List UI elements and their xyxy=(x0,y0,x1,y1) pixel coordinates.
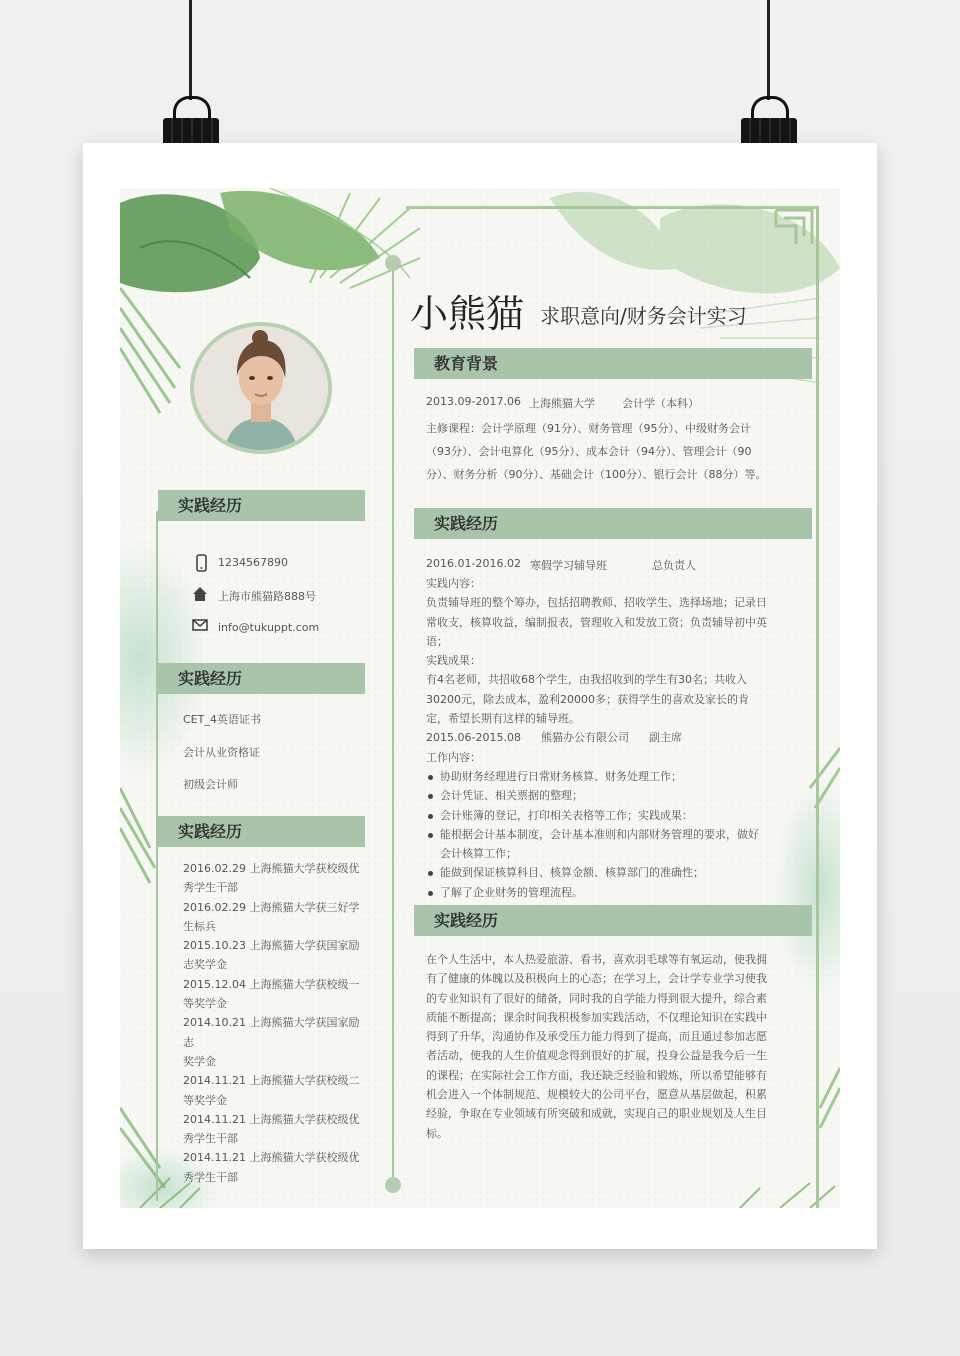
award-line: 秀学生干部 xyxy=(183,1170,238,1184)
list-item: 能根据会计基本制度，会计基本准则和内部财务管理的要求，做好会计核算工作； xyxy=(426,825,768,864)
award-line: 2016.02.29 上海熊猫大学获三好学 xyxy=(183,900,360,914)
job1-result: 有4名老师，共招收68个学生，由我招收到的学生有30名；共收入30200元，除去成本，盈利20000多；获得学生的喜欢及家长的肯定，希望长期有这样的辅导班。 xyxy=(426,673,749,726)
award-line: 等奖学金 xyxy=(183,1093,227,1107)
corner-ornament xyxy=(772,206,816,248)
award-line: 志奖学金 xyxy=(183,958,227,972)
list-item: 会计账簿的登记，打印相关表格等工作；实践成果： xyxy=(426,806,768,825)
education-section-title: 教育背景 xyxy=(414,348,812,379)
resume-sheet xyxy=(120,188,840,1208)
cert-item: 初级会计师 xyxy=(183,778,238,791)
job2-content-label: 工作内容： xyxy=(426,750,481,764)
education-school: 上海熊猫大学 xyxy=(529,397,595,410)
mail-icon xyxy=(191,616,209,634)
award-line: 等奖学金 xyxy=(183,997,227,1011)
contact-phone: 1234567890 xyxy=(218,556,288,569)
avatar xyxy=(190,322,332,454)
education-period: 2013.09-2017.06 xyxy=(426,395,521,408)
list-item: 协助财务经理进行日常财务核算、财务处理工作； xyxy=(426,767,768,786)
timeline-dot-bottom xyxy=(385,1177,401,1193)
award-line: 2016.02.29 上海熊猫大学获校级优 xyxy=(183,862,360,875)
award-line: 2015.10.23 上海熊猫大学获国家励 xyxy=(183,939,360,953)
award-line: 秀学生干部 xyxy=(183,1132,238,1146)
job1-role: 总负责人 xyxy=(652,559,696,572)
timeline-dot-top xyxy=(385,255,401,271)
award-line: 2014.11.21 上海熊猫大学获校级优 xyxy=(183,1151,360,1165)
left-column-line xyxy=(156,511,158,1201)
phone-icon xyxy=(192,554,210,572)
job2-role: 副主席 xyxy=(648,731,682,745)
timeline-line xyxy=(392,263,394,1185)
left-section-title-awards: 实践经历 xyxy=(158,816,365,847)
job1-details xyxy=(426,574,768,902)
experience-section-title: 实践经历 xyxy=(414,508,812,539)
award-line: 2014.10.21 上海熊猫大学获国家励志 xyxy=(183,1016,360,1049)
cert-item: 会计从业资格证 xyxy=(183,746,260,759)
list-item: 能做到保证核算科目、核算金额、核算部门的准确性； xyxy=(426,863,768,882)
award-line: 2014.11.21 上海熊猫大学获校级二 xyxy=(183,1074,360,1088)
education-major: 会计学（本科） xyxy=(622,397,699,410)
cert-item: CET_4英语证书 xyxy=(183,713,261,726)
self-evaluation-text: 在个人生活中，本人热爱旅游、看书，喜欢羽毛球等有氧运动，使我拥有了健康的体魄以及积极向上的心态；在学习上，会计学专业学习使我的专业知识有了很好的储备，同时我的自学能力得到很大提升，综合素质能不断提高；课余时间我积极参加实践活动，不仅理论知识在实践中得到了升华，沟通协作及承受压力能力得到了提高，而且通过参加志愿者活动，使我的人生价值观念得到很好的扩展，投身公益是我今后一生的课程；在实际社会工作方面，我还缺乏经验和锻炼，所以希望能够有机会进入一个体制规范、规模较大的公司平台，愿意从基层做起，积累经验，争取在专业领域有所突破和成就，实现自己的职业规划及人生目标。 xyxy=(426,953,767,1140)
contact-email: info@tukuppt.com xyxy=(218,621,320,634)
list-item: 了解了企业财务的管理流程。 xyxy=(426,883,768,902)
job1-period: 2016.01-2016.02 xyxy=(426,557,521,570)
job2-bullets xyxy=(426,767,768,902)
list-item: 会计凭证、相关票据的整理； xyxy=(426,786,768,805)
awards-list xyxy=(183,859,363,1187)
job2-org: 熊猫办公有限公司 xyxy=(540,731,629,745)
home-icon xyxy=(191,585,209,603)
left-section-title-certs: 实践经历 xyxy=(158,663,365,694)
contact-address: 上海市熊猫路888号 xyxy=(218,590,316,603)
award-line: 2015.12.04 上海熊猫大学获校级一 xyxy=(183,977,360,991)
candidate-name: 小熊猫 xyxy=(410,292,525,336)
binder-clip-left xyxy=(163,0,219,165)
job1-result-label: 实践成果： xyxy=(426,654,481,668)
job1-content-label: 实践内容： xyxy=(426,577,481,590)
left-section-title-contact: 实践经历 xyxy=(158,490,365,521)
job2-period: 2015.06-2015.08 xyxy=(426,731,521,745)
job1-content: 负责辅导班的整个筹办，包括招聘教师、招收学生、选择场地；记录日常收支，核算收益，编制报表，管理收入和发放工资；负责辅导初中英语； xyxy=(426,596,767,648)
job2-header xyxy=(426,728,768,747)
binder-clip-right xyxy=(741,0,797,165)
job1-org: 寒假学习辅导班 xyxy=(530,559,607,572)
award-line: 2014.11.21 上海熊猫大学获校级优 xyxy=(183,1112,360,1126)
award-line: 秀学生干部 xyxy=(183,881,238,895)
education-courses: 主修课程：会计学原理（91分）、财务管理（95分）、中级财务会计（93分）、会计电算化（95分）、成本会计（94分）、管理会计（90分）、财务分析（90分）、基础会计（100分）、银行会计（88分）等。 xyxy=(426,422,767,481)
job-intent: 求职意向/财务会计实习 xyxy=(540,304,747,328)
award-line: 奖学金 xyxy=(183,1054,216,1068)
self-section-title: 实践经历 xyxy=(414,905,812,936)
award-line: 生标兵 xyxy=(183,919,216,933)
